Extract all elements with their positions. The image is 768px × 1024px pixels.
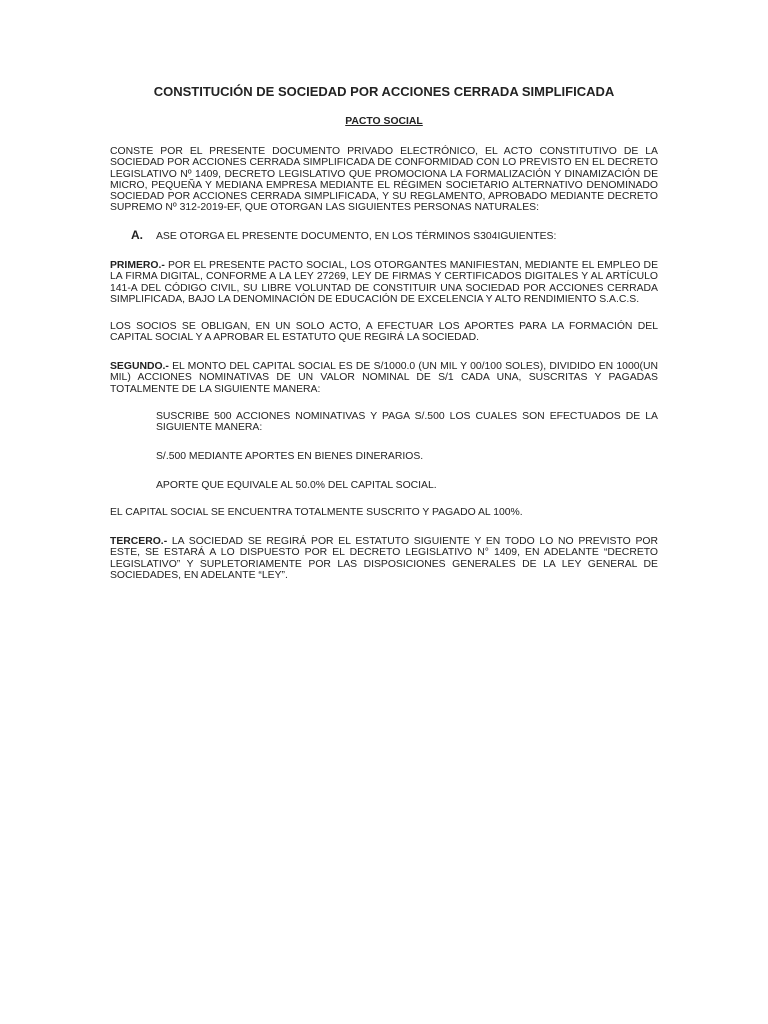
tercero-label: TERCERO.- xyxy=(110,536,168,547)
suscribe-paragraph: SUSCRIBE 500 ACCIONES NOMINATIVAS Y PAGA S/.500 LOS CUALES SON EFECTUADOS DE LA SIGUIENTE MANERA: xyxy=(156,411,658,434)
primero-text: POR EL PRESENTE PACTO SOCIAL, LOS OTORGANTES MANIFIESTAN, MEDIANTE EL EMPLEO DE LA FIRMA DIGITAL, CONFORME A LA LEY 27269, LEY DE FIRMAS Y CERTIFICADOS DIGITALES Y AL ARTÍCULO 141-A DEL CÓDIGO CIVIL, SU LIBRE VOLUNTAD DE CONSTITUIR UNA SOCIEDAD POR ACCIONES CERRADA SIMPLIFICADA, BAJO LA DENOMINACIÓN DE EDUCACIÓN DE EXCELENCIA Y ALTO RENDIMIENTO S.A.C.S. xyxy=(110,260,658,305)
segundo-paragraph xyxy=(110,361,658,395)
segundo-text: EL MONTO DEL CAPITAL SOCIAL ES DE S/1000.0 (UN MIL Y 00/100 SOLES), DIVIDIDO EN 1000(UN MIL) ACCIONES NOMINATIVAS DE UN VALOR NOMINAL DE S/1 CADA UNA, SUSCRITAS Y PAGADAS TOTALMENTE DE LA SIGUIENTE MANERA: xyxy=(110,361,658,395)
tercero-paragraph xyxy=(110,536,658,581)
list-item-a-text: ASE OTORGA EL PRESENTE DOCUMENTO, EN LOS TÉRMINOS S304IGUIENTES: xyxy=(156,231,557,242)
document-subtitle: PACTO SOCIAL xyxy=(345,116,423,127)
aporte-equivale-paragraph: APORTE QUE EQUIVALE AL 50.0% DEL CAPITAL SOCIAL. xyxy=(156,480,437,491)
socios-paragraph: LOS SOCIOS SE OBLIGAN, EN UN SOLO ACTO, A EFECTUAR LOS APORTES PARA LA FORMACIÓN DEL CAPITAL SOCIAL Y A APROBAR EL ESTATUTO QUE REGIRÁ LA SOCIEDAD. xyxy=(110,321,658,344)
list-marker-a: A. xyxy=(131,228,143,242)
intro-paragraph: CONSTE POR EL PRESENTE DOCUMENTO PRIVADO ELECTRÓNICO, EL ACTO CONSTITUTIVO DE LA SOCIEDAD POR ACCIONES CERRADA SIMPLIFICADA DE CONFORMIDAD CON LO PREVISTO EN EL DECRETO LEGISLATIVO Nº 1409, DECRETO LEGISLATIVO QUE PROMOCIONA LA FORMALIZACIÓN Y DINAMIZACIÓN DE MICRO, PEQUEÑA Y MEDIANA EMPRESA MEDIANTE EL RÉGIMEN SOCIETARIO ALTERNATIVO DENOMINADO SOCIEDAD POR ACCIONES CERRADA SIMPLIFICADA, Y SU REGLAMENTO, APROBADO MEDIANTE DECRETO SUPREMO Nº 312-2019-EF, QUE OTORGAN LAS SIGUIENTES PERSONAS NATURALES: xyxy=(110,146,658,214)
document-title: CONSTITUCIÓN DE SOCIEDAD POR ACCIONES CERRADA SIMPLIFICADA xyxy=(153,84,615,99)
tercero-text: LA SOCIEDAD SE REGIRÁ POR EL ESTATUTO SIGUIENTE Y EN TODO LO NO PREVISTO POR ESTE, SE ESTARÁ A LO DISPUESTO POR EL DECRETO LEGISLATIVO N° 1409, EN ADELANTE “DECRETO LEGISLATIVO” Y SUPLETORIAMENTE POR LAS DISPOSICIONES GENERALES DE LA LEY GENERAL DE SOCIEDADES, EN ADELANTE “LEY”. xyxy=(110,536,658,581)
aportes-paragraph: S/.500 MEDIANTE APORTES EN BIENES DINERARIOS. xyxy=(156,451,424,462)
primero-paragraph xyxy=(110,260,658,305)
list-item-a xyxy=(131,230,658,242)
capital-total-paragraph: EL CAPITAL SOCIAL SE ENCUENTRA TOTALMENTE SUSCRITO Y PAGADO AL 100%. xyxy=(110,507,523,518)
primero-label: PRIMERO.- xyxy=(110,260,165,271)
segundo-label: SEGUNDO.- xyxy=(110,361,169,372)
